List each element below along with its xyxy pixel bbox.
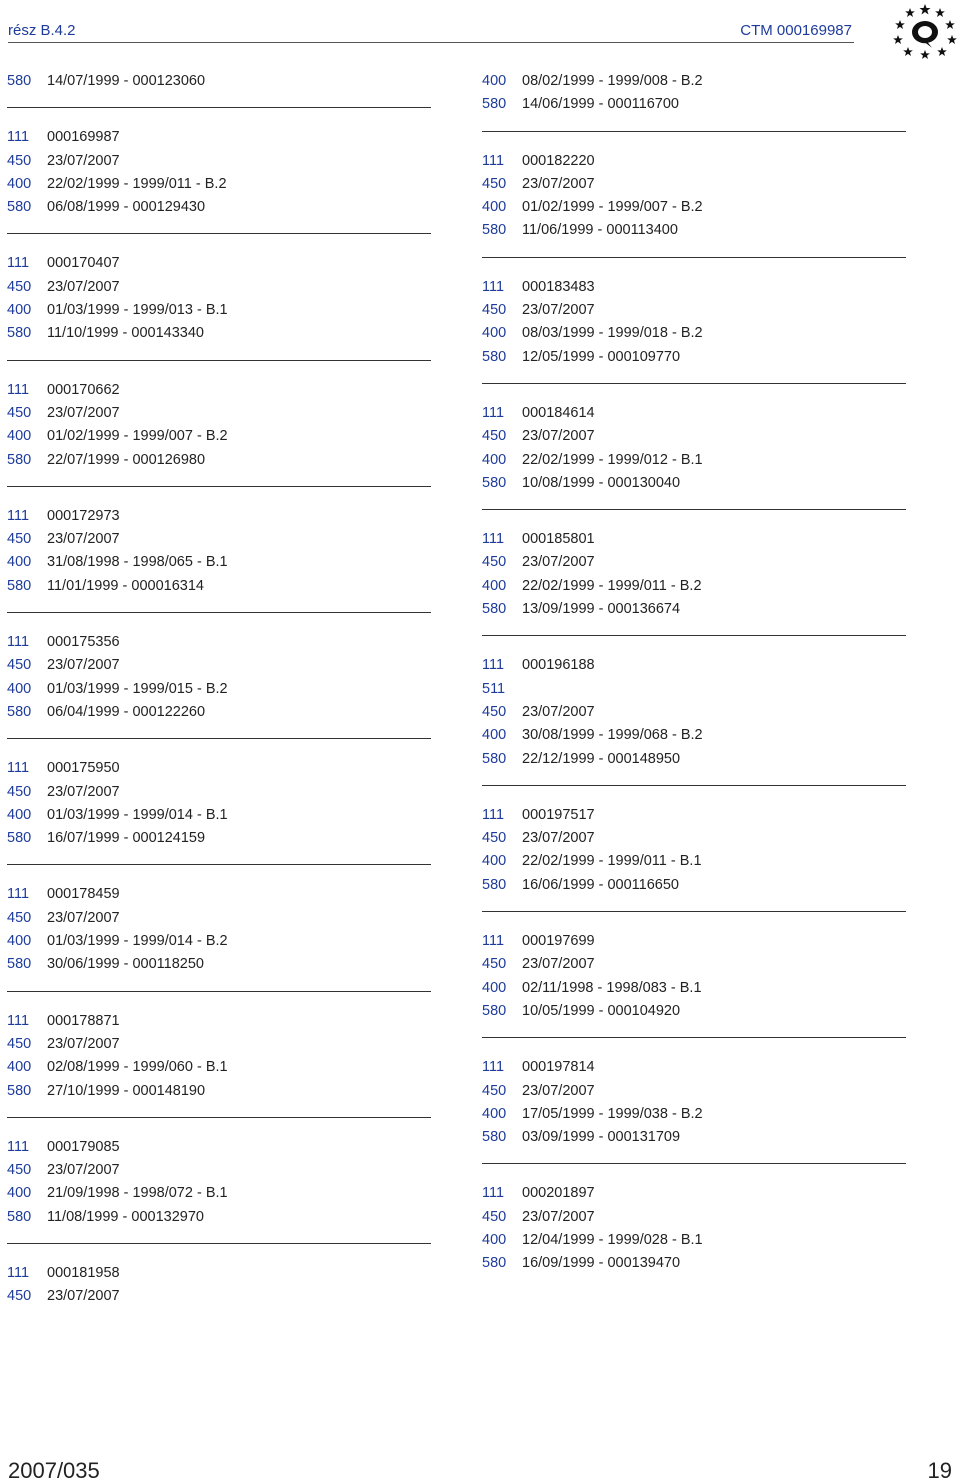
field-value: 30/08/1999 - 1999/068 - B.2	[522, 727, 703, 744]
entry-row	[7, 425, 431, 448]
entry-row	[7, 150, 431, 173]
field-code: 400	[482, 727, 507, 744]
entry-row	[482, 930, 906, 953]
field-code: 111	[7, 1012, 30, 1029]
entry-row	[482, 827, 906, 850]
field-code: 580	[7, 830, 32, 847]
entry-row	[482, 1182, 906, 1205]
field-value: 23/07/2007	[522, 830, 595, 847]
field-value: 000175950	[47, 760, 120, 777]
entry-row	[482, 1056, 906, 1079]
field-code: 400	[7, 175, 32, 192]
field-value: 000197699	[522, 933, 595, 950]
entry-row	[7, 1080, 431, 1103]
entry-row	[7, 449, 431, 472]
entry-row	[482, 173, 906, 196]
entry-row	[482, 977, 906, 1000]
page-header	[0, 0, 960, 60]
field-code: 111	[7, 760, 30, 777]
entry-row	[7, 196, 431, 219]
field-code: 450	[7, 657, 32, 674]
field-code: 580	[482, 222, 507, 239]
field-code: 580	[7, 703, 32, 720]
field-code: 580	[7, 199, 32, 216]
register-entry	[7, 1136, 431, 1244]
field-value: 22/02/1999 - 1999/011 - B.2	[522, 577, 702, 594]
field-code: 580	[7, 956, 32, 973]
field-code: 450	[482, 554, 507, 571]
entry-row	[482, 748, 906, 771]
field-code: 580	[7, 451, 32, 468]
field-code: 400	[482, 73, 507, 89]
field-value: 16/07/1999 - 000124159	[47, 830, 206, 847]
register-entry	[482, 804, 906, 912]
field-code: 580	[7, 325, 32, 342]
field-code: 111	[7, 886, 30, 903]
entry-row	[482, 953, 906, 976]
field-code: 450	[7, 783, 32, 800]
field-code: 400	[7, 806, 32, 823]
field-value: 22/12/1999 - 000148950	[522, 750, 681, 767]
field-code: 580	[7, 1208, 32, 1225]
field-code: 450	[482, 830, 507, 847]
field-value: 11/06/1999 - 000113400	[522, 222, 678, 239]
field-value: 06/04/1999 - 000122260	[47, 703, 206, 720]
field-code: 400	[482, 325, 507, 342]
field-code: 400	[7, 554, 32, 571]
entry-row	[7, 575, 431, 598]
field-value: 000197517	[522, 806, 595, 823]
entry-row	[482, 425, 906, 448]
field-code: 111	[482, 531, 505, 548]
field-code: 111	[482, 278, 505, 295]
field-code: 111	[7, 381, 30, 398]
field-code: 400	[482, 199, 507, 216]
field-value: 23/07/2007	[522, 956, 595, 973]
register-entry	[7, 505, 431, 613]
register-entry	[482, 528, 906, 636]
entry-row	[482, 874, 906, 897]
entry-row	[7, 701, 431, 724]
register-entry	[7, 1010, 431, 1118]
field-value: 000172973	[47, 507, 120, 524]
entry-row	[7, 1136, 431, 1159]
entry-row	[7, 930, 431, 953]
field-value: 21/09/1998 - 1998/072 - B.1	[47, 1185, 228, 1202]
eu-stars-logo-icon	[892, 2, 958, 62]
entry-row	[7, 1010, 431, 1033]
entry-row	[482, 1126, 906, 1149]
entry-row	[7, 551, 431, 574]
field-code: 111	[482, 806, 505, 823]
entry-row	[7, 654, 431, 677]
field-code: 111	[7, 634, 30, 651]
field-code: 450	[7, 531, 32, 548]
register-entry	[482, 654, 906, 785]
field-code: 450	[482, 175, 507, 192]
field-value: 23/07/2007	[47, 278, 120, 295]
field-code: 580	[482, 1255, 507, 1272]
field-value: 01/03/1999 - 1999/014 - B.2	[47, 933, 228, 950]
field-value: 10/08/1999 - 000130040	[522, 474, 681, 491]
field-code: 111	[482, 657, 505, 674]
register-entry	[482, 930, 906, 1038]
entry-row	[7, 827, 431, 850]
field-value: 000175356	[47, 634, 120, 651]
field-code: 111	[7, 255, 30, 272]
entry-row	[482, 219, 906, 242]
register-entry	[482, 70, 906, 132]
entry-row	[482, 1229, 906, 1252]
field-code: 450	[482, 956, 507, 973]
field-code: 511	[482, 680, 506, 697]
register-entry	[7, 631, 431, 739]
field-value: 23/07/2007	[522, 1082, 595, 1099]
field-value: 10/05/1999 - 000104920	[522, 1002, 681, 1019]
entry-row	[7, 379, 431, 402]
entry-row	[482, 804, 906, 827]
register-entry	[7, 252, 431, 360]
field-value: 11/10/1999 - 000143340	[47, 325, 204, 342]
entry-row	[482, 598, 906, 621]
entry-row	[482, 1206, 906, 1229]
field-code: 400	[7, 680, 32, 697]
field-value: 11/08/1999 - 000132970	[47, 1208, 204, 1225]
field-code: 580	[482, 750, 507, 767]
register-entry	[7, 126, 431, 234]
field-value: 23/07/2007	[47, 531, 120, 548]
field-code: 580	[482, 1002, 507, 1019]
field-code: 400	[7, 1185, 32, 1202]
field-value: 01/03/1999 - 1999/013 - B.1	[47, 302, 228, 319]
entry-row	[7, 505, 431, 528]
entry-row	[482, 93, 906, 116]
entry-row	[7, 804, 431, 827]
field-code: 400	[482, 979, 507, 996]
field-value: 01/02/1999 - 1999/007 - B.2	[47, 428, 228, 445]
entry-row	[7, 252, 431, 275]
entry-row	[482, 299, 906, 322]
register-entry	[482, 1056, 906, 1164]
field-code: 400	[482, 1105, 507, 1122]
field-value: 23/07/2007	[47, 404, 120, 421]
field-value: 01/03/1999 - 1999/015 - B.2	[47, 680, 228, 697]
field-code: 450	[482, 1208, 507, 1225]
field-code: 111	[7, 1264, 30, 1281]
field-code: 111	[7, 507, 30, 524]
field-code: 580	[482, 1129, 507, 1146]
left-column	[7, 70, 431, 1341]
field-value: 23/07/2007	[47, 1288, 120, 1305]
field-value: 31/08/1998 - 1998/065 - B.1	[47, 554, 228, 571]
entry-row	[7, 1033, 431, 1056]
field-value: 000169987	[47, 129, 120, 146]
field-value: 23/07/2007	[47, 783, 120, 800]
field-code: 111	[482, 1185, 505, 1202]
field-value: 16/09/1999 - 000139470	[522, 1255, 681, 1272]
entry-row	[7, 757, 431, 780]
document-id: CTM 000169987	[740, 22, 852, 39]
field-code: 580	[482, 876, 507, 893]
page-number: 19	[927, 1458, 952, 1483]
register-entry	[7, 379, 431, 487]
entry-row	[482, 1080, 906, 1103]
field-code: 450	[7, 909, 32, 926]
field-code: 111	[482, 152, 505, 169]
entry-row	[482, 551, 906, 574]
field-value: 23/07/2007	[47, 152, 120, 169]
field-code: 450	[7, 1288, 32, 1305]
field-code: 450	[7, 1035, 32, 1052]
field-code: 580	[7, 1082, 32, 1099]
register-entry	[482, 402, 906, 510]
entry-row	[482, 678, 906, 701]
field-value: 01/03/1999 - 1999/014 - B.1	[47, 806, 228, 823]
field-code: 450	[7, 1162, 32, 1179]
field-value: 000170407	[47, 255, 120, 272]
entry-row	[7, 1206, 431, 1229]
field-value: 000179085	[47, 1138, 120, 1155]
entry-row	[7, 402, 431, 425]
field-code: 580	[482, 474, 507, 491]
field-value: 000201897	[522, 1185, 595, 1202]
field-value: 23/07/2007	[522, 1208, 595, 1225]
entry-row	[482, 150, 906, 173]
field-value: 01/02/1999 - 1999/007 - B.2	[522, 199, 703, 216]
field-value: 23/07/2007	[522, 175, 595, 192]
register-entry	[7, 1262, 431, 1323]
field-value: 000182220	[522, 152, 595, 169]
register-entry	[7, 757, 431, 865]
field-value: 02/08/1999 - 1999/060 - B.1	[47, 1059, 228, 1076]
entry-row	[7, 883, 431, 906]
field-code: 580	[482, 348, 507, 365]
field-value: 08/02/1999 - 1999/008 - B.2	[522, 73, 703, 89]
field-code: 400	[482, 577, 507, 594]
field-value: 22/07/1999 - 000126980	[47, 451, 206, 468]
entry-row	[7, 1262, 431, 1285]
field-code: 400	[482, 1231, 507, 1248]
field-value: 12/04/1999 - 1999/028 - B.1	[522, 1231, 703, 1248]
field-value: 23/07/2007	[522, 554, 595, 571]
entry-row	[482, 346, 906, 369]
entry-row	[7, 678, 431, 701]
entry-row	[482, 276, 906, 299]
field-value: 08/03/1999 - 1999/018 - B.2	[522, 325, 703, 342]
field-code: 580	[482, 601, 507, 618]
entry-row	[7, 781, 431, 804]
field-value: 000183483	[522, 278, 595, 295]
field-code: 450	[482, 703, 507, 720]
field-value: 23/07/2007	[522, 428, 595, 445]
entry-row	[7, 299, 431, 322]
field-code: 450	[482, 302, 507, 319]
register-entry	[7, 883, 431, 991]
field-value: 13/09/1999 - 000136674	[522, 601, 681, 618]
field-value: 27/10/1999 - 000148190	[47, 1082, 206, 1099]
field-code: 400	[482, 451, 507, 468]
field-value: 12/05/1999 - 000109770	[522, 348, 681, 365]
register-entry	[7, 70, 431, 108]
entry-row	[7, 1056, 431, 1079]
entry-row	[7, 276, 431, 299]
register-entry	[482, 1182, 906, 1289]
entry-row	[482, 528, 906, 551]
entry-row	[482, 449, 906, 472]
entry-row	[7, 953, 431, 976]
field-value: 000170662	[47, 381, 120, 398]
field-code: 111	[482, 404, 505, 421]
field-code: 580	[7, 73, 32, 89]
field-code: 400	[7, 302, 32, 319]
entry-row	[7, 126, 431, 149]
field-code: 111	[7, 129, 30, 146]
field-code: 400	[482, 853, 507, 870]
field-code: 450	[7, 278, 32, 295]
field-code: 450	[482, 428, 507, 445]
register-entry	[482, 276, 906, 384]
entry-row	[482, 654, 906, 677]
entry-row	[482, 472, 906, 495]
field-value: 23/07/2007	[47, 1035, 120, 1052]
field-value: 000184614	[522, 404, 595, 421]
right-column	[482, 70, 906, 1308]
field-value: 16/06/1999 - 000116650	[522, 876, 679, 893]
field-value: 000196188	[522, 657, 595, 674]
field-code: 111	[482, 1059, 505, 1076]
issue-number: 2007/035	[8, 1458, 100, 1483]
field-value: 11/01/1999 - 000016314	[47, 577, 204, 594]
entry-row	[482, 1000, 906, 1023]
entry-row	[7, 907, 431, 930]
field-value: 23/07/2007	[522, 302, 595, 319]
entry-row	[7, 528, 431, 551]
field-value: 14/06/1999 - 000116700	[522, 96, 679, 113]
field-value: 17/05/1999 - 1999/038 - B.2	[522, 1105, 703, 1122]
field-value: 23/07/2007	[47, 1162, 120, 1179]
entry-row	[482, 850, 906, 873]
field-code: 580	[7, 577, 32, 594]
entry-row	[482, 70, 906, 93]
field-value: 000178871	[47, 1012, 120, 1029]
entry-row	[482, 322, 906, 345]
field-code: 400	[7, 428, 32, 445]
entry-row	[482, 724, 906, 747]
field-value: 22/02/1999 - 1999/011 - B.1	[522, 853, 702, 870]
field-code: 400	[7, 933, 32, 950]
field-value: 23/07/2007	[522, 703, 595, 720]
entry-row	[482, 402, 906, 425]
field-value: 03/09/1999 - 000131709	[522, 1129, 681, 1146]
field-value: 14/07/1999 - 000123060	[47, 73, 206, 89]
entry-row	[482, 1252, 906, 1275]
field-value: 06/08/1999 - 000129430	[47, 199, 206, 216]
field-code: 450	[7, 404, 32, 421]
field-code: 580	[482, 96, 507, 113]
entry-row	[482, 701, 906, 724]
register-entry	[482, 150, 906, 258]
field-value: 02/11/1998 - 1998/083 - B.1	[522, 979, 702, 996]
section-label: rész B.4.2	[8, 22, 76, 39]
entry-row	[7, 1159, 431, 1182]
field-code: 450	[482, 1082, 507, 1099]
field-code: 450	[7, 152, 32, 169]
entry-row	[7, 631, 431, 654]
entry-row	[7, 1285, 431, 1308]
field-value: 23/07/2007	[47, 909, 120, 926]
entry-row	[7, 173, 431, 196]
field-value: 22/02/1999 - 1999/012 - B.1	[522, 451, 703, 468]
field-value: 000181958	[47, 1264, 120, 1281]
field-value: 000178459	[47, 886, 120, 903]
field-value: 000197814	[522, 1059, 595, 1076]
field-value: 23/07/2007	[47, 657, 120, 674]
entry-row	[482, 196, 906, 219]
entry-row	[7, 70, 431, 93]
field-value: 000185801	[522, 531, 595, 548]
field-value: 30/06/1999 - 000118250	[47, 956, 204, 973]
entry-row	[7, 1182, 431, 1205]
field-code: 111	[7, 1138, 30, 1155]
field-code: 111	[482, 933, 505, 950]
header-rule	[8, 42, 854, 43]
entry-row	[7, 322, 431, 345]
entry-row	[482, 575, 906, 598]
entry-row	[482, 1103, 906, 1126]
field-value: 22/02/1999 - 1999/011 - B.2	[47, 175, 227, 192]
field-code: 400	[7, 1059, 32, 1076]
